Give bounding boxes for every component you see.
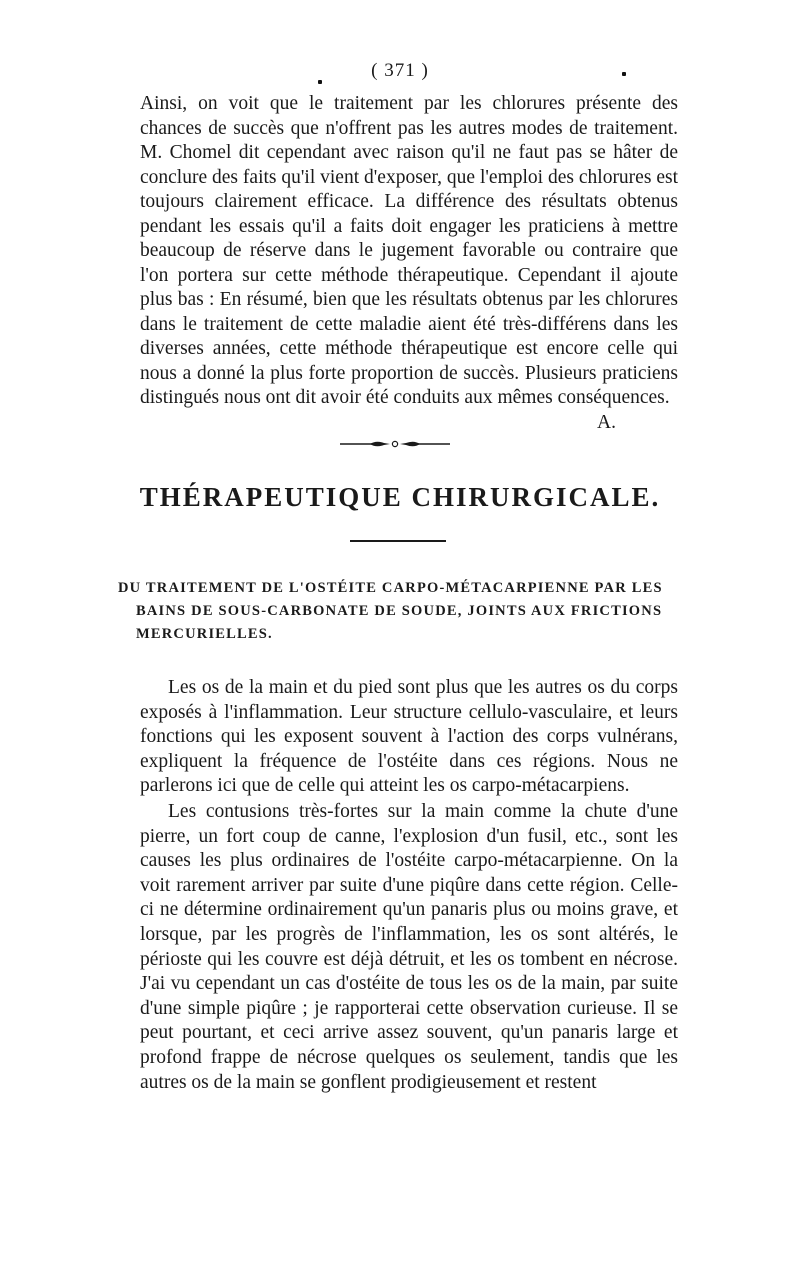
article-paragraph-2: Les contusions très-fortes sur la main comme la chute d'une pierre, un fort coup de canne, l'explosion d'un fusil, etc., sont les causes les plus ordinaires de l'ostéite carpo-métacarpienne. On la voit rarement arriver par suite d'une piqûre dans cette région. Celle-ci ne détermine ordinairement qu'un panaris plus ou moins grave, et lorsque, par les progrès de l'inflammation, les os sont altérés, le périoste qui les couvre est déjà détruit, et les os tombent en nécrose. J'ai vu cependant un cas d'ostéite de tous les os de la main, par suite d'une simple piqûre ; je rapporterai cette observation curieuse. Il se peut pourtant, et ceci arrive assez souvent, qu'un panaris large et profond frappe de nécrose quelques os seulement, tandis que les autres os de la main se gonflent prodigieusement et restent	[140, 800, 678, 1093]
author-signature: A.	[597, 411, 616, 433]
article-heading	[118, 577, 680, 646]
print-speck-right	[622, 72, 626, 76]
preceding-paragraph-text: Ainsi, on voit que le traitement par les chlorures présente des chances de succès que n'offrent pas les autres modes de traitement. M. Chomel dit cependant avec raison qu'il ne faut pas se hâter de conclure des faits qu'il vient d'exposer, que l'emploi des chlorures est toujours clairement efficace. La différence des résultats obtenus pendant les essais qu'il a faits doit engager les praticiens à mettre beaucoup de réserve dans le jugement favorable ou contraire que l'on portera sur cette méthode thérapeutique. Cependant il ajoute plus bas : En résumé, bien que les résultats obtenus par les chlorures dans le traitement de cette maladie aient été très-différens dans les diverses années, cette méthode thérapeutique est encore celle qui nous a donné la plus forte proportion de succès. Plusieurs praticiens distingués nous ont dit avoir été conduits aux mêmes conséquences.	[140, 93, 678, 408]
article-heading-line-3: MERCURIELLES.	[136, 626, 273, 642]
article-heading-line-1: DU TRAITEMENT DE L'OSTÉITE CARPO-MÉTACARPIENNE PAR LES	[118, 580, 663, 596]
preceding-article-text	[140, 92, 678, 435]
page-number: ( 371 )	[371, 60, 429, 81]
article-body	[140, 676, 678, 1095]
article-paragraph-1: Les os de la main et du pied sont plus que les autres os du corps exposés à l'inflammation. Leur structure cellulo-vasculaire, et leurs fonctions qui les exposent souvent à l'action des corps vulnérans, expliquent la fréquence de l'ostéite dans ces régions. Nous ne parlerons ici que de celle qui atteint les os carpo-métacarpiens.	[140, 677, 678, 797]
preceding-paragraph	[140, 92, 678, 433]
section-title: THÉRAPEUTIQUE CHIRURGICALE.	[139, 482, 661, 512]
article-heading-line-2: BAINS DE SOUS-CARBONATE DE SOUDE, JOINTS AUX FRICTIONS	[136, 603, 663, 619]
section-ornament	[340, 438, 450, 450]
print-speck-left	[318, 80, 322, 84]
title-rule	[350, 540, 446, 542]
